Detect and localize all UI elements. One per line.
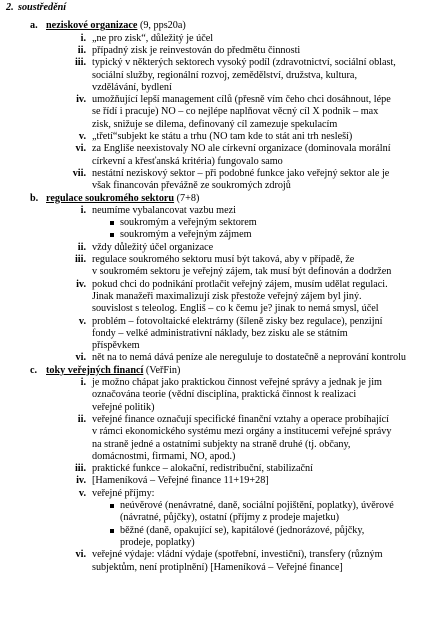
list-marker: v.: [78, 131, 86, 142]
list-item-line: se řídí i pracuje) NO – co nejlépe naplňovat věcný cíl X podnik – max: [92, 106, 379, 118]
list-item-line: nět na to nemá dává peníze ale nereguluje to dostatečně a neprování kontrolu: [92, 352, 406, 364]
list-marker: v.: [78, 315, 86, 327]
list-item-line: Jinak manažeři maximalizují zisk přestože veřejný zájem byl jiný.: [92, 290, 362, 302]
list-marker: iii.: [74, 254, 86, 265]
section-title: toky veřejných financí: [46, 364, 144, 376]
bullet-line: (návratné, půjčky), ostatní (příjmy z prodeje majetku): [120, 512, 339, 524]
list-item-line: případný zisk je reinvestován do předmětu činnosti: [92, 44, 301, 56]
list-marker: vi.: [75, 549, 86, 561]
list-marker: v.: [78, 487, 86, 499]
list-marker: i.: [80, 32, 86, 44]
list-item-line: zisk, snižuje se dilema, definovaný cíl zamezuje spekulacím: [92, 118, 338, 130]
bullet-square-icon: [110, 529, 114, 533]
section-title: neziskové organizace: [46, 20, 138, 32]
list-item-line: regulace soukromého sektoru musí být taková, aby v případě, že: [92, 254, 355, 265]
section-heading: [46, 193, 199, 205]
section-reference: (VeřFin): [143, 364, 181, 376]
list-item-line: veřejné příjmy:: [92, 487, 155, 499]
page-title: soustředění: [18, 2, 67, 13]
list-item-line: církevní a křesťanská kritéria) fungovalo samo: [92, 155, 283, 167]
section-reference: (9, pps20a): [137, 20, 186, 32]
bullet-square-icon: [110, 233, 114, 237]
bullet-line: prodeje, poplatky): [120, 536, 195, 548]
list-item-line: za Engliše neexistovaly NO ale církevní organizace (dominovala morální: [92, 143, 391, 155]
section-marker: b.: [30, 192, 39, 204]
list-item-line: fondy – velké administrativní náklady, bez zisku ale se státním: [92, 327, 348, 339]
heading-number: 2.: [6, 2, 14, 13]
list-marker: i.: [80, 204, 86, 216]
list-item-line: veřejné finance označují specifické finanční vztahy a operace probíhající: [92, 413, 389, 425]
list-marker: vi.: [75, 352, 86, 364]
list-item-line: [Hameníková – Veřejné finance 11+19+28]: [92, 475, 269, 487]
list-item-line: „ne pro zisk“, důležitý je účel: [92, 32, 214, 44]
list-item-line: „třetí“subjekt ke státu a trhu (NO tam kde to stát ani trh nesleší): [92, 131, 353, 142]
list-item-line: domácnostmi, firmami, NO, apod.): [92, 450, 236, 462]
list-marker: ii.: [77, 413, 86, 425]
bullet-line: soukromým a veřejným sektorem: [120, 217, 257, 229]
list-item-line: pokud chci do podnikání protlačit veřejný zájem, musím udělat regulaci.: [92, 278, 388, 290]
section-marker: c.: [30, 364, 38, 376]
section-heading: [46, 20, 186, 32]
list-item-line: problém – fotovoltaické elektrárny (šíleně zisky bez regulace), penzijní: [92, 315, 383, 327]
list-item-line: v soukromém sektoru je veřejný zájem, tak musí být definován a dodržen: [92, 266, 392, 278]
list-marker: iv.: [76, 475, 86, 487]
section-reference: (7+8): [174, 192, 200, 204]
list-item-line: však financován převážně ze soukromých zdrojů: [92, 180, 291, 192]
list-marker: ii.: [77, 44, 86, 56]
list-item-line: označována teorie (vědní disciplína, praktická činnost k realizaci: [92, 389, 357, 401]
list-item-line: umožňující lepší management cílů (přesně vím čeho chci dosáhnout, lépe: [92, 94, 391, 106]
list-marker: iv.: [76, 278, 86, 290]
list-item-line: příspěvkem: [92, 340, 140, 352]
list-marker: i.: [80, 377, 86, 388]
list-item-line: subjektům, není protiplnění) [Hameníková – Veřejné finance]: [92, 561, 343, 573]
list-marker: iii.: [74, 463, 86, 475]
list-item-line: vždy důležitý účel organizace: [92, 241, 214, 253]
section-heading: [46, 365, 180, 377]
list-item-line: sociální služby, regionální rozvoj, zemědělství, družstva, kultura,: [92, 69, 357, 81]
list-marker: iii.: [74, 57, 86, 69]
list-item-line: na straně jedné a ostatními subjekty na straně druhé (tj. občany,: [92, 438, 351, 450]
section-title: regulace soukromého sektoru: [46, 192, 175, 204]
bullet-square-icon: [110, 504, 114, 508]
list-item-line: vzdělávání, bydlení: [92, 81, 172, 93]
list-item-line: typický v některých sektorech vysoký podíl (zdravotnictví, sociální oblast,: [92, 57, 396, 69]
bullet-line: neúvěrové (nenávratné, daně, sociální pojištění, poplatky), úvěrové: [120, 500, 394, 511]
list-item-line: praktické funkce – alokační, redistribuční, stabilizační: [92, 463, 313, 475]
list-item-line: souvislost s teleolog. Engliš – co k čemu je? jinak to nemá smysl, účel: [92, 303, 379, 315]
list-item-line: veřejné výdaje: vládní výdaje (spotřební, investiční), transfery (různým: [92, 549, 383, 561]
bullet-line: běžné (daně, opakující se), kapitálové (jednorázové, půjčky,: [120, 524, 365, 536]
bullet-line: soukromým a veřejným zájmem: [120, 229, 252, 241]
list-marker: vi.: [75, 143, 86, 155]
list-item-line: veřejné politik): [92, 401, 155, 413]
list-item-line: v rámci ekonomického systému mezi orgány a institucemi veřejné správy: [92, 426, 392, 438]
bullet-square-icon: [110, 221, 114, 225]
list-item-line: je možno chápat jako praktickou činnost veřejné správy a jednak je jim: [92, 377, 382, 388]
list-marker: ii.: [77, 241, 86, 253]
list-item-line: nestátní neziskový sektor – při podobné funkce jako veřejný sektor ale je: [92, 167, 390, 179]
list-item-line: neumíme vybalancovat vazbu mezi: [92, 204, 236, 216]
list-marker: vii.: [72, 167, 86, 179]
list-marker: iv.: [76, 94, 86, 106]
section-marker: a.: [30, 20, 38, 32]
